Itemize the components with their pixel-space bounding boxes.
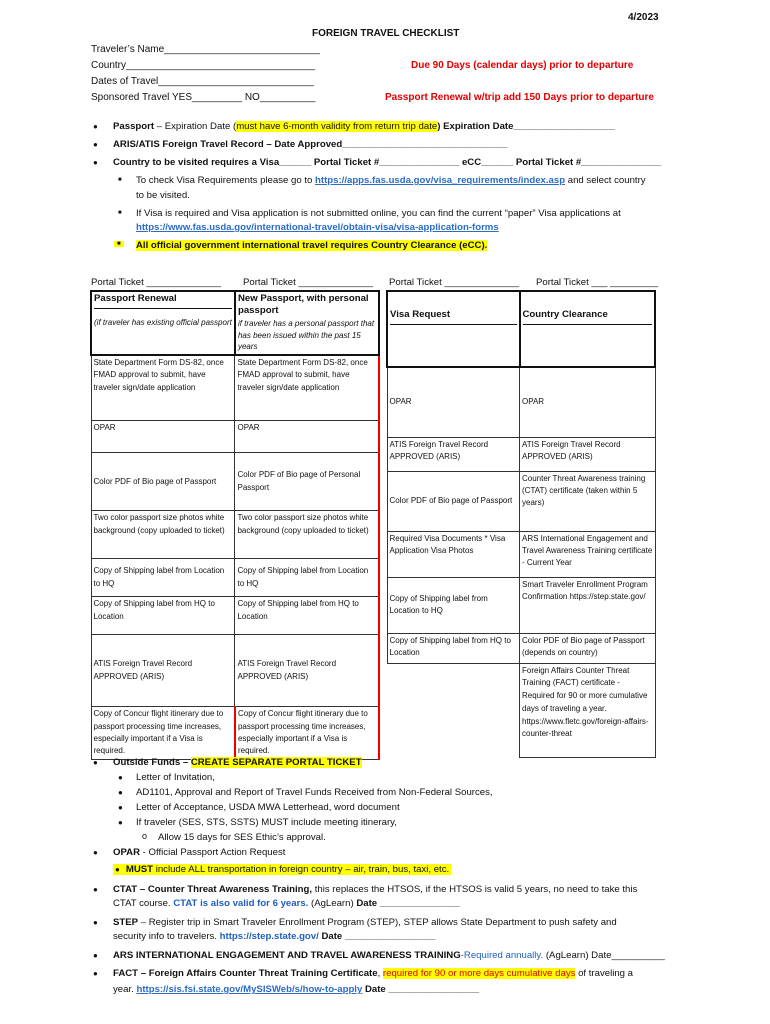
ctat-date-field[interactable]: Date _______________ [356, 898, 460, 909]
bullet-icon: ● [118, 773, 123, 782]
table-cell: Copy of Shipping label from HQ to Location [387, 633, 520, 663]
table-cell: State Department Form DS-82, once FMAD approval to submit, have traveler sign/date application [91, 355, 235, 421]
fact-date-field[interactable]: Date _________________ [362, 984, 480, 995]
bullet-icon: ● [93, 122, 98, 131]
visa-requirements-line: To check Visa Requirements please go to https://apps.fas.usda.gov/visa_requirements/index.asp and select country [136, 175, 646, 186]
table-cell: Copy of Shipping label from HQ to Location [91, 597, 235, 635]
bullet-icon: ● [93, 969, 98, 978]
ars-line: ARS INTERNATIONAL ENGAGEMENT AND TRAVEL AWARENESS TRAINING-Required annually. (AgLearn) Date__________ [113, 950, 665, 961]
sponsored-travel-field[interactable]: Sponsored Travel YES_________ NO__________ [91, 92, 316, 103]
portal-ticket-new-passport[interactable]: Portal Ticket ______________ [243, 277, 374, 288]
bullet-icon: ● [93, 848, 98, 857]
visa-request-header: Visa Request [387, 291, 520, 367]
square-bullet-icon: ■ [118, 210, 122, 216]
new-passport-header: New Passport, with personal passport if traveler has a personal passport that has been issued within the past 15 years [235, 291, 379, 355]
visa-application-forms-link[interactable]: https://www.fas.usda.gov/international-travel/obtain-visa/visa-application-forms [136, 222, 499, 233]
document-title: FOREIGN TRAVEL CHECKLIST [312, 28, 460, 39]
ctat-line2: CTAT course. CTAT is also valid for 6 years. (AgLearn) Date _______________ [113, 898, 460, 909]
bullet-icon: ● [118, 803, 123, 812]
outside-funds-item: AD1101, Approval and Report of Travel Funds Received from Non-Federal Sources, [136, 787, 493, 798]
square-bullet-icon: ■ [114, 241, 124, 247]
portal-ticket-visa[interactable]: Portal Ticket ______________ [389, 277, 520, 288]
table-cell: Copy of Shipping label from Location to HQ [91, 559, 235, 597]
country-clearance-note: All official government international travel requires Country Clearance (eCC). [136, 240, 488, 251]
bullet-icon: ● [93, 918, 98, 927]
step-link[interactable]: https://step.state.gov/ [219, 931, 319, 942]
table-cell: OPAR [387, 367, 520, 437]
bullet-icon: ● [93, 140, 98, 149]
table-cell: Foreign Affairs Counter Threat Training (FACT) certificate - Required for 90 or more cumulative days of traveling a year. https://www.fletc.gov/foreign-affairs-counter-threat [520, 663, 656, 757]
ctat-line: CTAT – Counter Threat Awareness Training, this replaces the HTSOS, if the HTSOS is valid 5 years, no need to take this [113, 884, 638, 895]
table-cell: ARS International Engagement and Travel Awareness Training certificate - Current Year [520, 531, 656, 577]
table-cell: Required Visa Documents * Visa Application Visa Photos [387, 531, 520, 577]
table-cell [387, 663, 520, 757]
table-cell: ATIS Foreign Travel Record APPROVED (ARIS) [235, 635, 379, 707]
passport-renewal-header: Passport Renewal (if traveler has existing official passport [91, 291, 235, 355]
country-field[interactable]: Country__________________________________ [91, 60, 316, 71]
outside-funds-item: Letter of Invitation, [136, 772, 215, 783]
portal-ticket-country-clearance[interactable]: Portal Ticket ___ _________ [536, 277, 659, 288]
bullet-icon: ● [93, 758, 98, 767]
opar-line: OPAR - Official Passport Action Request [113, 847, 286, 858]
table-cell: Color PDF of Bio page of Personal Passport [235, 453, 379, 511]
passport-line: Passport – Expiration Date (must have 6-month validity from return trip date) Expiration Date___________________ [113, 121, 615, 132]
document-date: 4/2023 [628, 12, 659, 23]
visa-requirements-link[interactable]: https://apps.fas.usda.gov/visa_requirements/index.asp [315, 175, 566, 186]
table-cell: Counter Threat Awareness training (CTAT) certificate (taken within 5 years) [520, 471, 656, 531]
table-cell: Two color passport size photos white background (copy uploaded to ticket) [91, 511, 235, 559]
must-line: ● MUST include ALL transportation in foreign country – air, train, bus, taxi, etc. [115, 864, 450, 875]
table-cell: ATIS Foreign Travel Record APPROVED (ARIS) [91, 635, 235, 707]
table-cell: Color PDF of Bio page of Passport [387, 471, 520, 531]
step-date-field[interactable]: Date _________________ [318, 931, 436, 942]
dates-of-travel-field[interactable]: Dates of Travel____________________________ [91, 76, 314, 87]
table-cell: OPAR [91, 421, 235, 453]
table-cell: Copy of Shipping label from Location to HQ [235, 559, 379, 597]
ses-ethics-note: Allow 15 days for SES Ethic’s approval. [158, 832, 326, 843]
due-notice: Due 90 Days (calendar days) prior to departure [411, 60, 634, 71]
square-bullet-icon: ■ [118, 177, 122, 183]
bullet-icon: ● [118, 818, 123, 827]
outside-funds-line: Outside Funds – CREATE SEPARATE PORTAL TICKET [113, 757, 362, 768]
bullet-icon: ● [118, 788, 123, 797]
table-cell: ATIS Foreign Travel Record APPROVED (ARIS) [387, 437, 520, 471]
bullet-icon: ● [115, 865, 120, 874]
fact-line: FACT – Foreign Affairs Counter Threat Training Certificate, required for 90 or more days cumulative days of traveling a [113, 968, 634, 979]
paper-visa-line: If Visa is required and Visa application is not submitted online, you can find the current “paper” Visa applications at [136, 208, 621, 219]
fact-link[interactable]: https://sis.fsi.state.gov/MySISWeb/s/how-to-apply [136, 984, 363, 995]
table-cell: Smart Traveler Enrollment Program Confirmation https://step.state.gov/ [520, 577, 656, 633]
outside-funds-item: Letter of Acceptance, USDA MWA Letterhead, word document [136, 802, 400, 813]
step-line: STEP – Register trip in Smart Traveler Enrollment Program (STEP), STEP allows State Department to push safety and [113, 917, 617, 928]
visa-requirements-line2: to be visited. [136, 190, 190, 201]
table-cell: OPAR [235, 421, 379, 453]
country-clearance-header: Country Clearance [520, 291, 656, 367]
travelers-name-field[interactable]: Traveler’s Name____________________________ [91, 44, 320, 55]
table-cell: State Department Form DS-82, once FMAD approval to submit, have traveler sign/date application [235, 355, 379, 421]
ars-date-field[interactable]: (AgLearn) Date__________ [543, 950, 665, 961]
table-cell: Color PDF of Bio page of Passport (depends on country) [520, 633, 656, 663]
bullet-icon: ● [93, 951, 98, 960]
table-cell: Copy of Shipping label from HQ to Location [235, 597, 379, 635]
bullet-icon: ● [93, 885, 98, 894]
table-cell: Two color passport size photos white background (copy uploaded to ticket) [235, 511, 379, 559]
bullet-icon: ● [93, 158, 98, 167]
portal-ticket-passport-renewal[interactable]: Portal Ticket ______________ [91, 277, 222, 288]
table-cell: Color PDF of Bio page of Passport [91, 453, 235, 511]
passport-table [90, 290, 380, 760]
table-cell: Copy of Concur flight itinerary due to passport processing time increases, especially important if a Visa is required. [91, 707, 235, 760]
circle-bullet-icon: o [142, 831, 148, 841]
outside-funds-item: If traveler (SES, STS, SSTS) MUST include meeting itinerary, [136, 817, 397, 828]
table-cell: Copy of Shipping label from Location to HQ [387, 577, 520, 633]
fact-line2: year. https://sis.fsi.state.gov/MySISWeb/s/how-to-apply Date _________________ [113, 984, 480, 995]
table-cell: OPAR [520, 367, 656, 437]
table-cell: Copy of Concur flight itinerary due to passport processing time increases, especially important if a Visa is required. [235, 707, 379, 760]
table-cell: ATIS Foreign Travel Record APPROVED (ARIS) [520, 437, 656, 471]
aris-line: ARIS/ATIS Foreign Travel Record – Date Approved_______________________________ [113, 139, 508, 150]
renewal-notice: Passport Renewal w/trip add 150 Days prior to departure [385, 92, 654, 103]
country-visa-line: Country to be visited requires a Visa______ Portal Ticket #_______________ eCC______ Portal Ticket #_______________ [113, 157, 662, 168]
visa-clearance-table [386, 290, 656, 758]
step-line2: security info to travelers. https://step.state.gov/ Date _________________ [113, 931, 436, 942]
